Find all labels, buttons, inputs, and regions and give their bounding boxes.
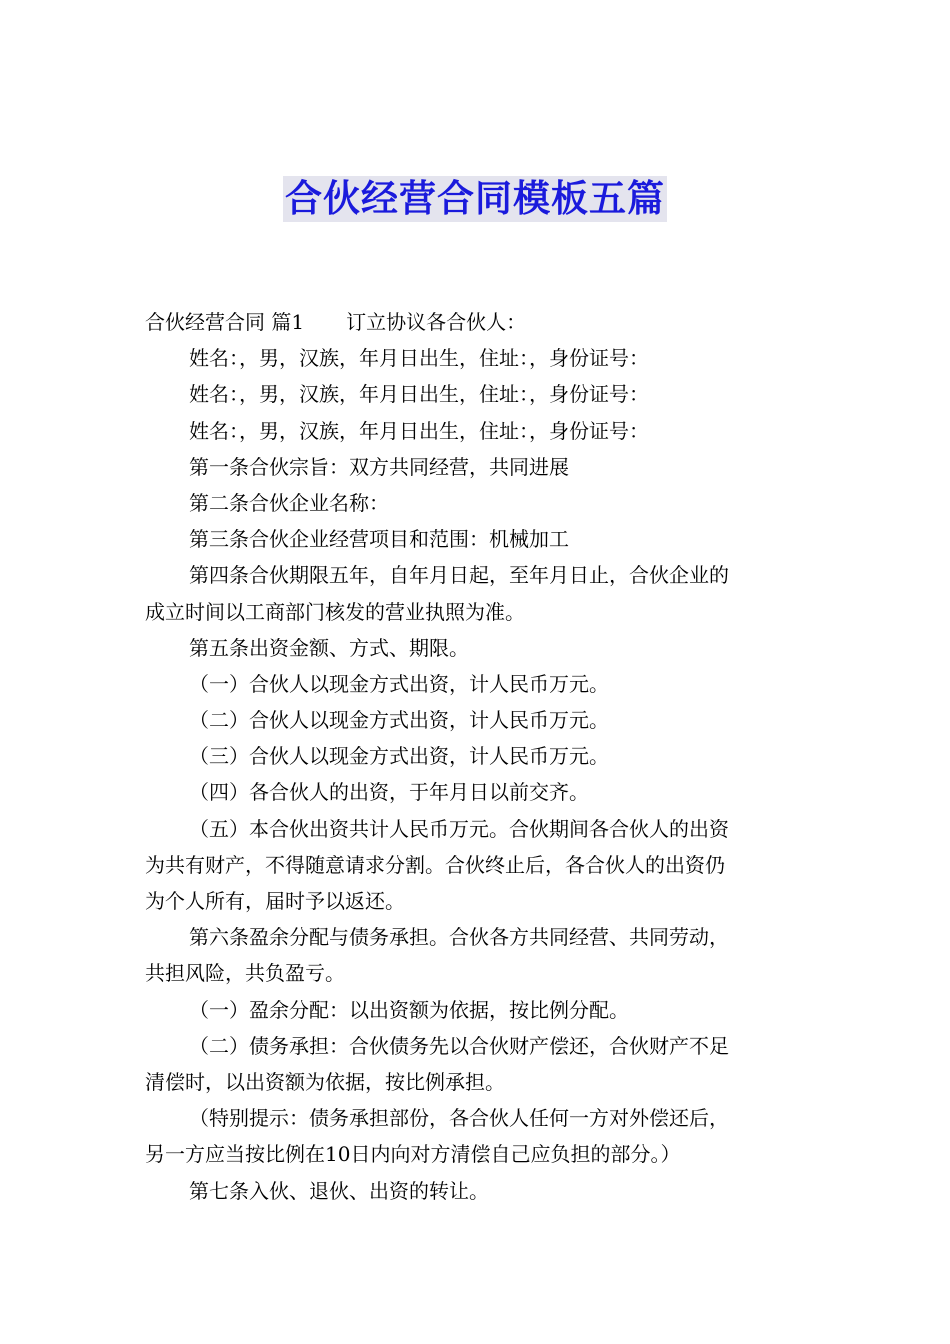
heading-line xyxy=(145,304,807,340)
paragraph-line: 第一条合伙宗旨：双方共同经营，共同进展 xyxy=(189,454,569,479)
paragraph-line: 第六条盈余分配与债务承担。合伙各方共同经营、共同劳动， xyxy=(189,925,729,950)
paragraph-line: （三）合伙人以现金方式出资，计人民币万元。 xyxy=(189,744,609,769)
paragraph-line: （一）盈余分配：以出资额为依据，按比例分配。 xyxy=(189,997,629,1022)
paragraph-line: 第七条入伙、退伙、出资的转让。 xyxy=(189,1178,489,1203)
paragraph-line: 第三条合伙企业经营项目和范围：机械加工 xyxy=(189,527,569,552)
paragraph-line: 为个人所有，届时予以返还。 xyxy=(145,889,405,913)
paragraph-line: 第五条出资金额、方式、期限。 xyxy=(189,635,469,660)
document-body xyxy=(145,304,807,1209)
paragraph-line: 另一方应当按比例在10日内向对方清偿自己应负担的部分。） xyxy=(145,1142,681,1167)
paragraph-line: （特别提示：债务承担部份，各合伙人任何一方对外偿还后， xyxy=(189,1106,729,1131)
paragraph-line: 姓名：，男，汉族，年月日出生，住址：，身份证号： xyxy=(189,418,649,443)
paragraph-line: （五）本合伙出资共计人民币万元。合伙期间各合伙人的出资 xyxy=(189,816,729,841)
paragraph-line: （二）合伙人以现金方式出资，计人民币万元。 xyxy=(189,708,609,733)
paragraph-line: 姓名：，男，汉族，年月日出生，住址：，身份证号： xyxy=(189,346,649,371)
paragraph-line: 成立时间以工商部门核发的营业执照为准。 xyxy=(145,599,525,624)
paragraph-line: 为共有财产，不得随意请求分割。合伙终止后，各合伙人的出资仍 xyxy=(145,852,725,877)
contract-section-label: 合伙经营合同 篇1 xyxy=(145,310,305,334)
parties-intro: 订立协议各合伙人： xyxy=(346,310,527,334)
paragraph-line: 清偿时，以出资额为依据，按比例承担。 xyxy=(145,1069,505,1094)
paragraph-line: 第二条合伙企业名称： xyxy=(189,490,389,515)
paragraph-line: （二）债务承担：合伙债务先以合伙财产偿还，合伙财产不足 xyxy=(189,1033,729,1058)
document-title: 合伙经营合同模板五篇 xyxy=(285,177,665,220)
paragraph-line: （四）各合伙人的出资，于年月日以前交齐。 xyxy=(189,780,589,805)
paragraph-line: （一）合伙人以现金方式出资，计人民币万元。 xyxy=(189,671,609,696)
paragraph-line: 第四条合伙期限五年，自年月日起，至年月日止，合伙企业的 xyxy=(189,563,729,588)
title-container xyxy=(0,176,950,222)
paragraph-line: 姓名：，男，汉族，年月日出生，住址：，身份证号： xyxy=(189,382,649,407)
paragraph-line: 共担风险，共负盈亏。 xyxy=(145,961,345,986)
